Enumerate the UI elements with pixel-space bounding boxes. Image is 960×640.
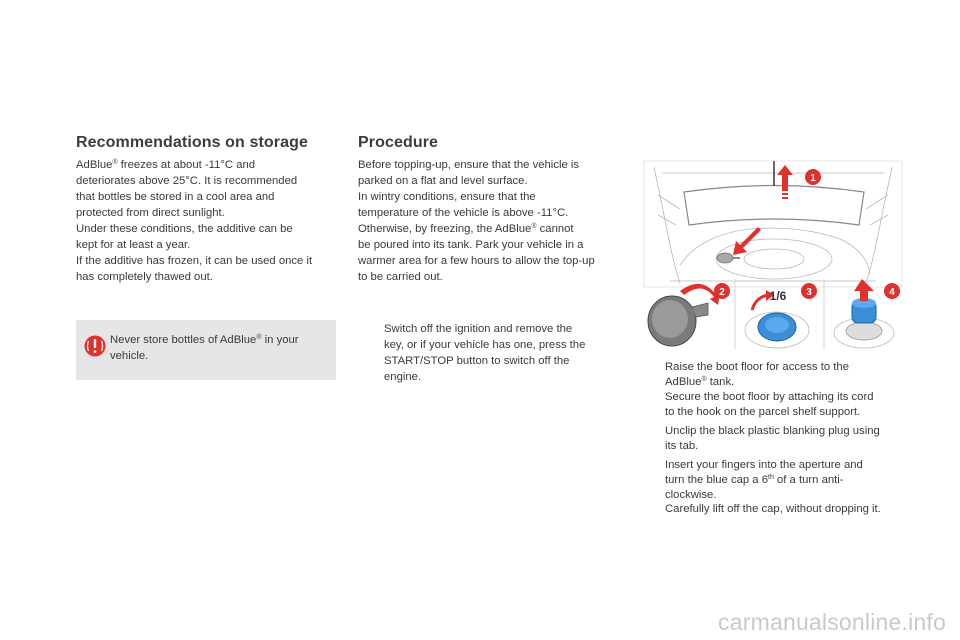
raise-line-2a: AdBlue [665,376,702,388]
warning-text [110,332,299,364]
boot-interior-drawing [644,161,902,287]
turn-cap-panel [745,283,817,348]
fraction-label: 1/6 [769,289,787,303]
storage-line-3: that bottles be stored in a cool area and [76,191,275,203]
raise-line-3: Secure the boot floor by attaching its cord [665,391,874,403]
lift-line-1: Carefully lift off the cap, without dropping it. [665,503,881,515]
storage-heading: Recommendations on storage [76,134,308,151]
registered-mark: ® [701,376,707,383]
insert-line-2a: turn the blue cap a 6 [665,474,769,486]
intro-line-4: temperature of the vehicle is above -11°C. [358,207,569,219]
raise-line-4: to the hook on the parcel shelf support. [665,406,861,418]
ordinal-suffix: th [768,474,774,481]
registered-mark: ® [256,334,262,341]
raise-line-1: Raise the boot floor for access to the [665,361,849,373]
callout-4-label: 4 [889,287,895,298]
storage-text [76,157,336,285]
ignition-line-1: Switch off the ignition and remove the [384,323,573,335]
intro-line-6: be poured into its tank. Park your vehicle in a [358,239,584,251]
warning-line-1a: Never store bottles of AdBlue [110,334,257,346]
storage-line-1: freezes at about -11°C and [117,159,256,171]
unclip-line-2: its tab. [665,440,699,452]
intro-line-7: warmer area for a few hours to allow the top-up [358,255,595,267]
plug-panel [648,283,730,346]
unclip-line-1: Unclip the black plastic blanking plug using [665,425,880,437]
callout-1-label: 1 [810,173,816,184]
procedure-heading: Procedure [358,134,439,151]
warning-line-1b: in your [261,334,299,346]
intro-line-1: Before topping-up, ensure that the vehicle is [358,159,580,171]
watermark: carmanualsonline.info [718,609,946,635]
registered-mark: ® [112,159,118,166]
tank-cap [717,253,733,263]
storage-line-5: Under these conditions, the additive can be [76,223,293,235]
storage-line-2: deteriorates above 25°C. It is recommended [76,175,298,187]
storage-line-6: kept for at least a year. [76,239,191,251]
lift-cap-panel [834,279,900,348]
storage-line-7: If the additive has frozen, it can be used once it [76,255,313,267]
insert-line-2b: of a turn anti- [773,474,844,486]
insert-line-1: Insert your fingers into the aperture and [665,459,863,471]
warning-box [76,320,336,380]
intro-line-5a: Otherwise, by freezing, the AdBlue [358,223,532,235]
ignition-line-3: START/STOP button to switch off the [384,355,570,367]
boot-illustration [640,155,908,350]
ignition-line-2: key, or if your vehicle has one, press the [384,339,586,351]
boot-floor-panel [684,186,864,226]
lift-arrow-icon [854,279,874,301]
storage-line-4: protected from direct sunlight. [76,207,225,219]
insert-line-3: clockwise. [665,489,717,501]
raise-line-2b: tank. [706,376,735,388]
warning-line-2: vehicle. [110,350,149,362]
intro-line-8: to be carried out. [358,271,443,283]
procedure-intro [358,157,620,285]
callout-3-label: 3 [806,287,812,298]
callout-2-label: 2 [719,287,725,298]
intro-line-3: In wintry conditions, ensure that the [358,191,536,203]
callout-1 [805,169,821,185]
registered-mark: ® [531,223,537,230]
intro-line-5b: cannot [536,223,574,235]
adblue-word: AdBlue [76,159,113,171]
ignition-line-4: engine. [384,371,422,383]
warning-icon [84,335,106,357]
intro-line-2: parked on a flat and level surface. [358,175,528,187]
storage-line-8: has completely thawed out. [76,271,213,283]
